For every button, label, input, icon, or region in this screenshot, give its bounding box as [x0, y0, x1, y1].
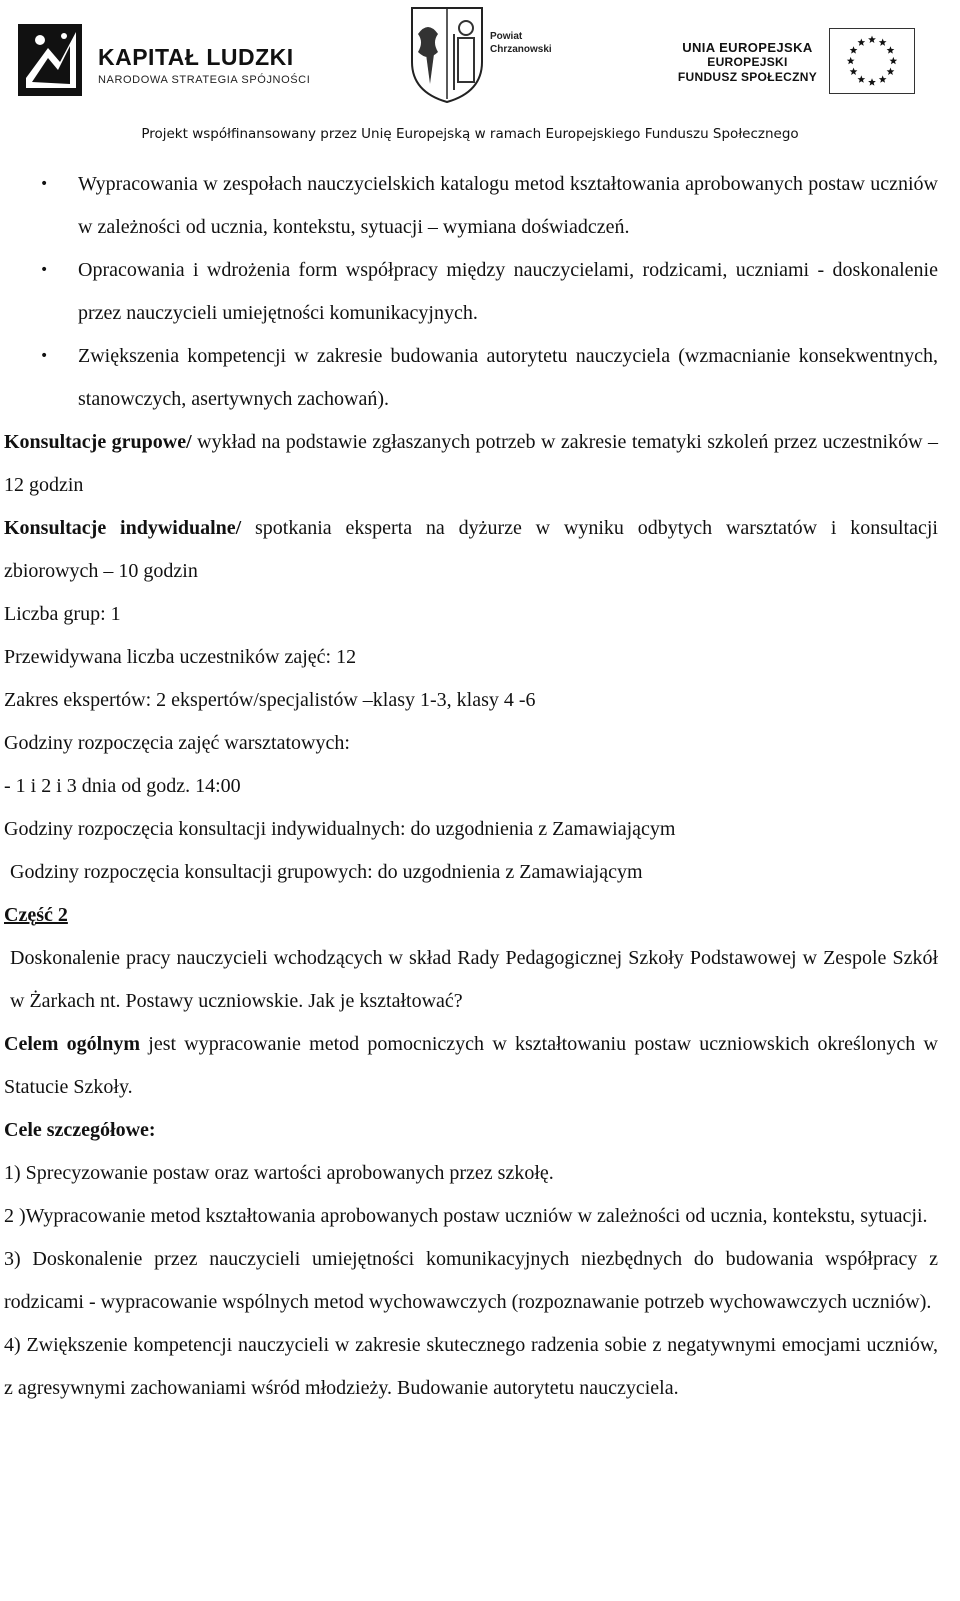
part2-heading: Część 2 — [4, 904, 68, 926]
eu-line2: EUROPEJSKI — [707, 55, 788, 69]
eu-star-icon — [868, 36, 876, 43]
powiat-logo — [408, 4, 568, 104]
kapital-ludzki-title: KAPITAŁ LUDZKI — [98, 44, 294, 70]
individual-consultation-paragraph — [4, 507, 938, 593]
kapital-ludzki-mark-icon — [18, 18, 88, 98]
detailed-goal-item: 3) Doskonalenie przez nauczycieli umiejętności komunikacyjnych niezbędnych do budowania współpracy z rodzicami - wypracowanie wspólnych metod wychowawczych (rozpoznawanie potrzeb wychowawczych uczniów). — [4, 1248, 938, 1313]
eu-text — [678, 40, 817, 85]
participants-count-line: Przewidywana liczba uczestników zajęć: 12 — [4, 646, 357, 668]
eu-line3: FUNDUSZ SPOŁECZNY — [677, 70, 817, 84]
detailed-goal-item: 1) Sprecyzowanie postaw oraz wartości aprobowanych przez szkołę. — [4, 1162, 554, 1184]
workshop-days-line: - 1 i 2 i 3 dnia od godz. 14:00 — [4, 775, 241, 797]
document-header — [0, 0, 960, 160]
eu-logo — [655, 18, 945, 100]
coat-of-arms-icon — [408, 4, 486, 104]
eu-flag-icon — [829, 28, 915, 94]
eu-star-icon — [847, 57, 855, 64]
powiat-line1: Powiat — [490, 31, 523, 42]
group-consultation-paragraph — [4, 421, 938, 507]
eu-star-icon — [887, 46, 895, 53]
detailed-goals-heading: Cele szczegółowe: — [4, 1119, 156, 1141]
experts-line: Zakres ekspertów: 2 ekspertów/specjalistów –klasy 1-3, klasy 4 -6 — [4, 689, 536, 711]
eu-star-icon — [889, 57, 897, 64]
detailed-goal-item: 4) Zwiększenie kompetencji nauczycieli w zakresie skutecznego radzenia sobie z negatywnymi emocjami uczniów, z agresywnymi zachowaniami wśród młodzieży. Budowanie autorytetu nauczyciela. — [4, 1334, 938, 1399]
project-cofinancing-line: Projekt współfinansowany przez Unię Europejską w ramach Europejskiego Funduszu Społecznego — [141, 126, 799, 142]
powiat-name — [490, 30, 552, 56]
eu-star-icon — [850, 68, 858, 75]
part2-intro: Doskonalenie pracy nauczycieli wchodzących w skład Rady Pedagogicznej Szkoły Podstawowej w Zespole Szkół w Żarkach nt. Postawy uczniowskie. Jak je kształtować? — [10, 947, 938, 1012]
group-consultation-label: Konsultacje grupowe/ — [4, 431, 192, 453]
individual-hours-line: Godziny rozpoczęcia konsultacji indywidualnych: do uzgodnienia z Zamawiającym — [4, 818, 676, 840]
workshop-hours-line: Godziny rozpoczęcia zajęć warsztatowych: — [4, 732, 350, 754]
bullet-list — [4, 163, 938, 421]
individual-consultation-label: Konsultacje indywidualne/ — [4, 517, 242, 539]
bullet-item: • Opracowania i wdrożenia form współpracy między nauczycielami, rodzicami, uczniami - doskonalenie przez nauczycieli umiejętności komunikacyjnych. — [4, 249, 938, 335]
groups-count-line: Liczba grup: 1 — [4, 603, 121, 625]
eu-line1: UNIA EUROPEJSKA — [682, 40, 813, 55]
group-consultation-text: wykład na podstawie zgłaszanych potrzeb w zakresie tematyki szkoleń przez uczestników – 12 godzin — [4, 431, 938, 496]
detailed-goal-item: 2 )Wypracowanie metod kształtowania aprobowanych postaw uczniów w zależności od ucznia, kontekstu, sytuacji. — [4, 1205, 928, 1227]
bullet-item: • Wypracowania w zespołach nauczycielskich katalogu metod kształtowania aprobowanych postaw uczniów w zależności od ucznia, kontekstu, sytuacji – wymiana doświadczeń. — [4, 163, 938, 249]
general-goal-label: Celem ogólnym — [4, 1033, 141, 1055]
kapital-ludzki-logo — [18, 18, 311, 98]
eu-star-icon — [850, 46, 858, 53]
kapital-ludzki-subtitle: NARODOWA STRATEGIA SPÓJNOŚCI — [98, 74, 311, 86]
eu-star-icon — [857, 38, 865, 45]
group-hours-line: Godziny rozpoczęcia konsultacji grupowych: do uzgodnienia z Zamawiającym — [10, 861, 643, 883]
eu-star-icon — [887, 68, 895, 75]
individual-consultation-text: spotkania eksperta na dyżurze w wyniku odbytych warsztatów i konsultacji zbiorowych – 10 godzin — [4, 517, 938, 582]
document-body — [4, 163, 938, 1410]
eu-star-icon — [879, 75, 887, 82]
eu-star-icon — [868, 78, 876, 85]
bullet-item: • Zwiększenia kompetencji w zakresie budowania autorytetu nauczyciela (wzmacnianie konsekwentnych, stanowczych, asertywnych zachowań). — [4, 335, 938, 421]
general-goal-paragraph — [4, 1023, 938, 1109]
general-goal-text: jest wypracowanie metod pomocniczych w kształtowaniu postaw uczniowskich określonych w Statucie Szkoły. — [4, 1033, 938, 1098]
eu-star-icon — [879, 38, 887, 45]
eu-star-icon — [857, 75, 865, 82]
powiat-line2: Chrzanowski — [490, 44, 552, 55]
